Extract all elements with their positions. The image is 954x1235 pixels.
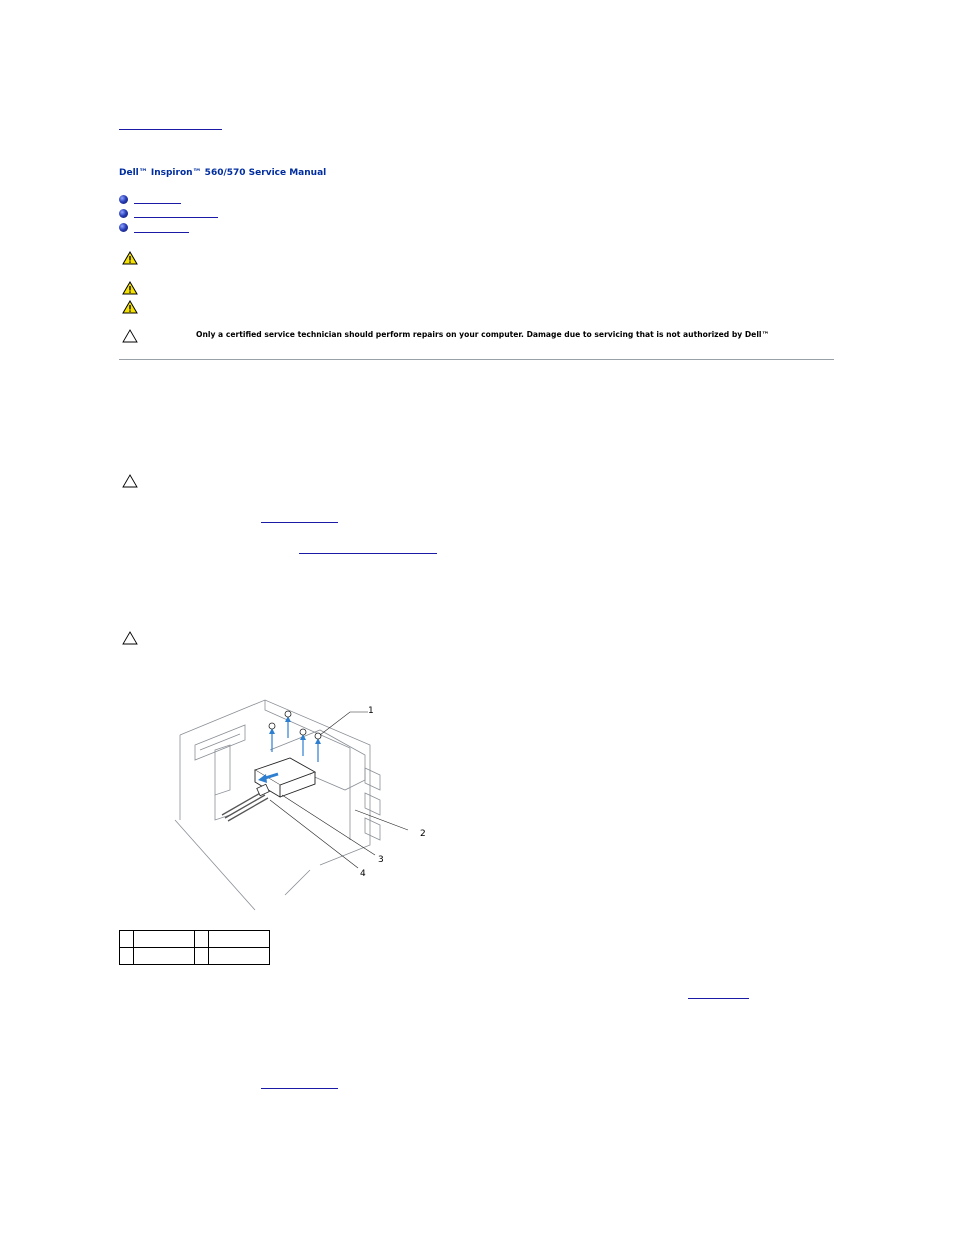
caution-triangle-icon — [122, 631, 138, 645]
legend-label — [209, 931, 270, 948]
toc-bullet-icon — [119, 209, 128, 218]
procedure-link-4[interactable] — [261, 1088, 338, 1089]
procedure-link-2[interactable] — [299, 553, 437, 554]
warning-triangle-icon — [122, 281, 138, 295]
warning-triangle-icon — [122, 300, 138, 314]
legend-label — [209, 948, 270, 965]
manual-title: Dell™ Inspiron™ 560/570 Service Manual — [119, 168, 327, 178]
table-row — [120, 948, 270, 965]
back-link[interactable] — [119, 129, 222, 130]
caution-triangle-icon — [122, 474, 138, 488]
drive-removal-illustration — [170, 690, 440, 915]
caution-triangle-icon — [122, 329, 138, 343]
toc-bullet-icon — [119, 223, 128, 232]
procedure-link-3[interactable] — [688, 998, 749, 999]
callout-1: 1 — [368, 706, 374, 716]
callout-2: 2 — [420, 829, 426, 839]
procedure-link-1[interactable] — [261, 522, 338, 523]
toc-link-2[interactable] — [134, 217, 218, 218]
legend-number — [120, 948, 134, 965]
legend-label — [134, 948, 195, 965]
warning-triangle-icon — [122, 251, 138, 265]
callout-4: 4 — [360, 869, 366, 879]
toc-bullet-icon — [119, 195, 128, 204]
legend-number — [195, 948, 209, 965]
toc-link-3[interactable] — [134, 232, 189, 233]
legend-label — [134, 931, 195, 948]
figure-legend-table — [119, 930, 270, 965]
legend-number — [120, 931, 134, 948]
section-divider — [119, 359, 834, 360]
legend-number — [195, 931, 209, 948]
table-row — [120, 931, 270, 948]
caution-text: Only a certified service technician should perform repairs on your computer. Damage due to servicing that is not authorized by Dell™ — [196, 330, 770, 339]
callout-3: 3 — [378, 855, 384, 865]
toc-link-1[interactable] — [134, 203, 181, 204]
